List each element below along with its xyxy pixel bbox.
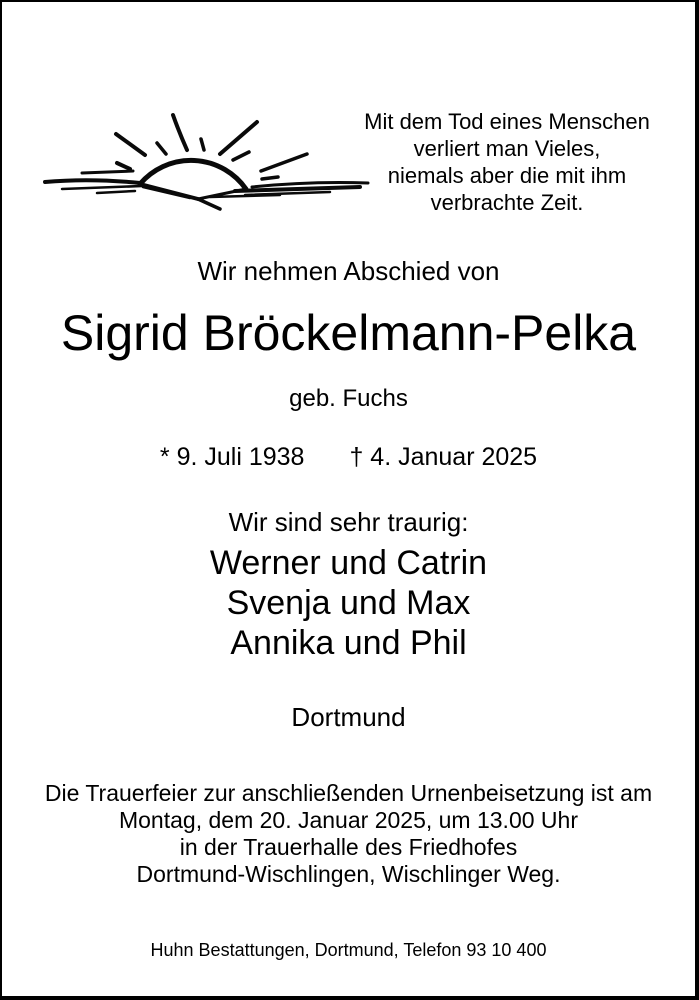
sunset-drawing: [30, 92, 370, 217]
mourning-intro: Wir sind sehr traurig:: [228, 507, 469, 537]
mourners-list: [2, 543, 695, 663]
city: Dortmund: [291, 702, 406, 732]
maiden-name: geb. Fuchs: [289, 385, 408, 412]
memorial-quote: [340, 108, 674, 216]
birth-date: * 9. Juli 1938: [159, 443, 305, 471]
funeral-info: [2, 780, 695, 888]
quote-line: Mit dem Tod eines Menschen: [364, 109, 650, 134]
mourner-line: Annika und Phil: [230, 624, 467, 662]
quote-line: verbrachte Zeit.: [430, 190, 584, 215]
quote-line: verliert man Vieles,: [413, 136, 601, 161]
quote-line: niemals aber die mit ihm: [387, 163, 627, 188]
deceased-name: Sigrid Bröckelmann-Pelka: [60, 305, 637, 361]
funeral-home-footer: Huhn Bestattungen, Dortmund, Telefon 93 10 400: [150, 940, 547, 960]
sunset-icon: [30, 92, 370, 217]
funeral-info-line: in der Trauerhalle des Friedhofes: [179, 834, 518, 860]
life-dates: [2, 442, 695, 472]
funeral-info-line: Dortmund-Wischlingen, Wischlinger Weg.: [136, 861, 561, 887]
funeral-info-line: Montag, dem 20. Januar 2025, um 13.00 Uhr: [118, 807, 578, 833]
funeral-info-line: Die Trauerfeier zur anschließenden Urnenbeisetzung ist am: [44, 780, 653, 806]
farewell-intro: Wir nehmen Abschied von: [197, 256, 500, 286]
mourner-line: Svenja und Max: [226, 584, 471, 622]
mourner-line: Werner und Catrin: [209, 544, 488, 582]
death-date: † 4. Januar 2025: [349, 443, 538, 471]
